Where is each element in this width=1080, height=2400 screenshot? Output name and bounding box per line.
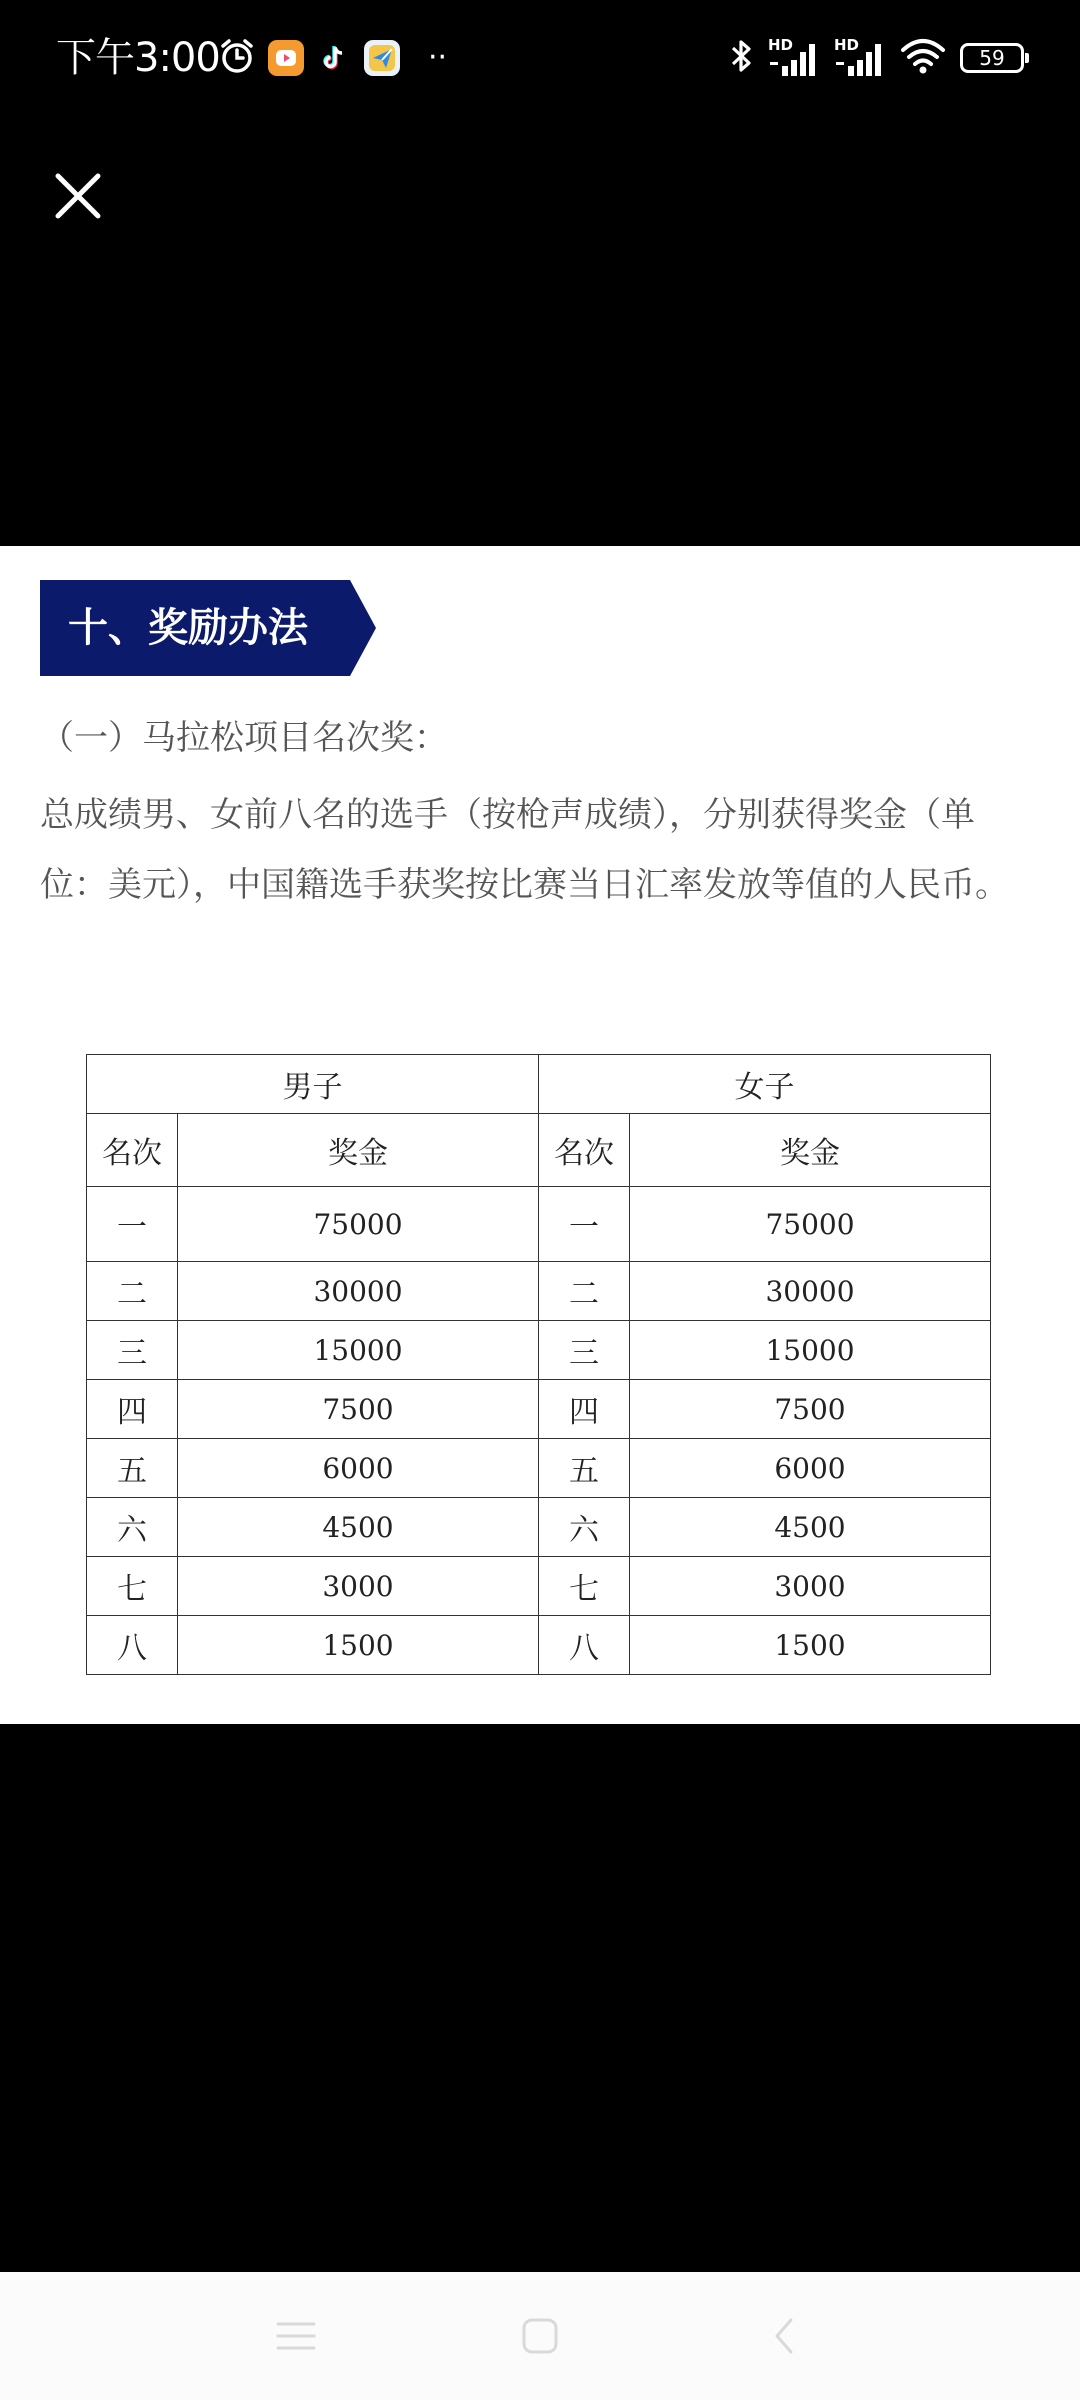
women-rank-cell: 二 <box>539 1262 630 1321</box>
women-rank-header: 名次 <box>539 1114 630 1187</box>
home-button[interactable] <box>510 2306 570 2366</box>
women-rank-cell: 五 <box>539 1439 630 1498</box>
men-prize-header: 奖金 <box>178 1114 539 1187</box>
video-app-icon <box>268 40 304 76</box>
men-rank-cell: 八 <box>87 1616 178 1675</box>
home-square-icon <box>520 2316 560 2356</box>
table-row <box>87 1498 991 1557</box>
hd-label: HD <box>834 36 860 54</box>
men-prize-cell: 4500 <box>178 1498 539 1557</box>
men-rank-cell: 一 <box>87 1187 178 1262</box>
table-row <box>87 1616 991 1675</box>
signal-icon <box>834 38 886 78</box>
men-rank-cell: 五 <box>87 1439 178 1498</box>
signal-icon <box>768 38 820 78</box>
close-button[interactable] <box>46 164 110 228</box>
women-header: 女子 <box>539 1055 991 1114</box>
navigation-bar <box>0 2272 1080 2400</box>
women-prize-cell: 6000 <box>630 1439 991 1498</box>
women-rank-cell: 六 <box>539 1498 630 1557</box>
women-rank-cell: 一 <box>539 1187 630 1262</box>
women-prize-cell: 7500 <box>630 1380 991 1439</box>
alarm-icon <box>218 37 256 79</box>
menu-button[interactable] <box>266 2306 326 2366</box>
men-rank-cell: 二 <box>87 1262 178 1321</box>
women-rank-cell: 八 <box>539 1616 630 1675</box>
women-prize-header: 奖金 <box>630 1114 991 1187</box>
women-prize-cell: 30000 <box>630 1262 991 1321</box>
paper-plane-app-icon <box>364 40 400 76</box>
prize-table <box>86 1054 991 1675</box>
section-title: 十、奖励办法 <box>68 605 308 651</box>
men-rank-header: 名次 <box>87 1114 178 1187</box>
table-row <box>87 1321 991 1380</box>
men-prize-cell: 6000 <box>178 1439 539 1498</box>
subsection-title: （一）马拉松项目名次奖： <box>40 718 448 758</box>
men-prize-cell: 1500 <box>178 1616 539 1675</box>
men-rank-cell: 四 <box>87 1380 178 1439</box>
men-prize-cell: 30000 <box>178 1262 539 1321</box>
back-button[interactable] <box>754 2306 814 2366</box>
notification-icons <box>218 34 447 82</box>
men-prize-cell: 75000 <box>178 1187 539 1262</box>
document-image[interactable] <box>0 546 1080 1724</box>
more-dots-icon: ·· <box>428 40 448 75</box>
battery-icon: 59 <box>960 43 1024 73</box>
women-prize-cell: 1500 <box>630 1616 991 1675</box>
men-rank-cell: 六 <box>87 1498 178 1557</box>
status-bar <box>0 0 1080 110</box>
men-rank-cell: 三 <box>87 1321 178 1380</box>
tiktok-icon <box>316 40 352 76</box>
men-prize-cell: 15000 <box>178 1321 539 1380</box>
women-prize-cell: 75000 <box>630 1187 991 1262</box>
women-prize-cell: 3000 <box>630 1557 991 1616</box>
wifi-icon <box>900 38 946 78</box>
table-header-row <box>87 1114 991 1187</box>
men-header: 男子 <box>87 1055 539 1114</box>
table-header-gender-row <box>87 1055 991 1114</box>
bluetooth-icon <box>730 37 754 79</box>
table-row <box>87 1380 991 1439</box>
table-row <box>87 1439 991 1498</box>
close-icon <box>46 164 110 228</box>
body-text: 总成绩男、女前八名的选手（按枪声成绩），分别获得奖金（单位：美元），中国籍选手获奖按比赛当日汇率发放等值的人民币。 <box>40 795 1009 905</box>
women-prize-cell: 15000 <box>630 1321 991 1380</box>
section-banner <box>40 580 376 676</box>
women-rank-cell: 三 <box>539 1321 630 1380</box>
table-row <box>87 1262 991 1321</box>
hd-label: HD <box>768 36 794 54</box>
men-prize-cell: 3000 <box>178 1557 539 1616</box>
table-row <box>87 1187 991 1262</box>
women-rank-cell: 四 <box>539 1380 630 1439</box>
menu-icon <box>274 2316 318 2356</box>
women-rank-cell: 七 <box>539 1557 630 1616</box>
men-prize-cell: 7500 <box>178 1380 539 1439</box>
women-prize-cell: 4500 <box>630 1498 991 1557</box>
status-time: 下午3:00 <box>56 35 220 81</box>
back-chevron-icon <box>769 2314 799 2358</box>
system-status-icons <box>730 34 1024 82</box>
men-rank-cell: 七 <box>87 1557 178 1616</box>
table-row <box>87 1557 991 1616</box>
